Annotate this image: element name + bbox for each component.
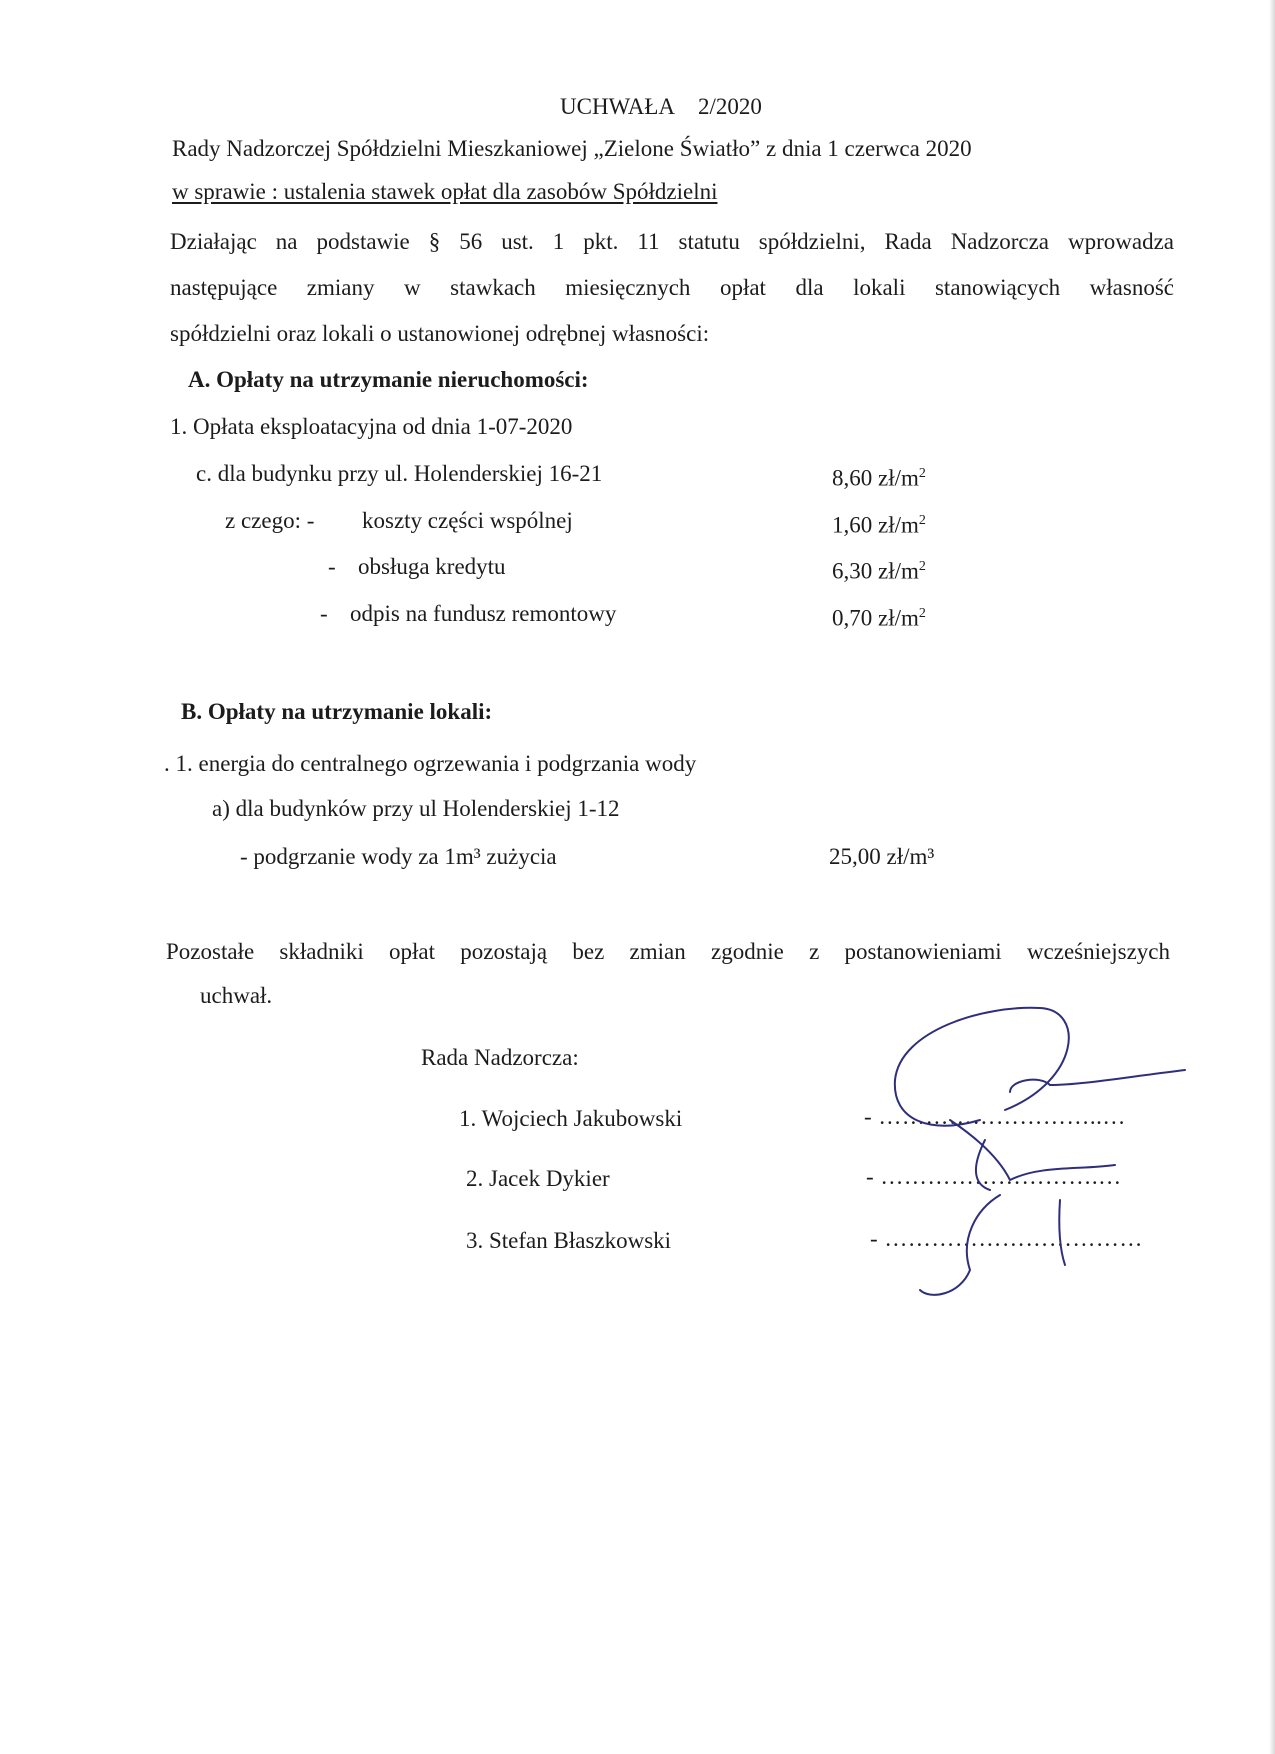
breakdown-rate-1-value: 1,60 zł/m <box>832 512 919 538</box>
title-word: UCHWAŁA <box>560 94 675 119</box>
signature-line-3: - …………………………… <box>870 1226 1143 1251</box>
breakdown-prefix: z czego: - <box>225 508 315 533</box>
closing-line-1: Pozostałe składniki opłat pozostają bez zmian zgodnie z postanowieniami wcześniejszych <box>166 939 1170 964</box>
breakdown-rate-3-value: 0,70 zł/m <box>832 605 919 631</box>
intro-line-2: następujące zmiany w stawkach miesięcznych opłat dla lokali stanowiących własność <box>170 275 1174 300</box>
signature-3-tail <box>1059 1200 1065 1265</box>
breakdown-rate-2-value: 6,30 zł/m <box>832 558 919 584</box>
breakdown-label-2: obsługa kredytu <box>358 554 506 579</box>
section-b-heading: B. Opłaty na utrzymanie lokali: <box>181 699 493 724</box>
board-member-2: 2. Jacek Dykier <box>466 1166 610 1191</box>
signature-line-2: - ……………………….… <box>866 1164 1122 1189</box>
breakdown-rate-1-exponent: 2 <box>918 513 926 528</box>
breakdown-rate-3-exponent: 2 <box>918 606 926 621</box>
intro-line-3: spółdzielni oraz lokali o ustanowionej odrębnej własności: <box>170 321 710 346</box>
building-rate-exponent: 2 <box>918 466 926 481</box>
signature-1-loop <box>895 1008 1069 1126</box>
breakdown-rate-2-exponent: 2 <box>918 559 926 574</box>
breakdown-label-1: koszty części wspólnej <box>362 508 573 533</box>
title-number: 2/2020 <box>698 94 762 119</box>
water-heating-rate: 25,00 zł/m³ <box>829 844 935 869</box>
signature-2-tail <box>976 1140 990 1190</box>
breakdown-label-3: odpis na fundusz remontowy <box>350 601 617 626</box>
board-heading: Rada Nadzorcza: <box>421 1045 579 1070</box>
building-label: c. dla budynku przy ul. Holenderskiej 16-21 <box>196 461 603 486</box>
board-member-3: 3. Stefan Błaszkowski <box>466 1228 672 1253</box>
section-a-item-1: 1. Opłata eksploatacyjna od dnia 1-07-2020 <box>170 414 573 439</box>
board-member-1: 1. Wojciech Jakubowski <box>459 1106 683 1131</box>
building-rate-value: 8,60 zł/m <box>832 465 919 491</box>
signature-3-stroke <box>920 1195 1000 1295</box>
section-b-sub-a: a) dla budynków przy ul Holenderskiej 1-12 <box>212 796 620 821</box>
water-heating-label: - podgrzanie wody za 1m³ zużycia <box>240 844 557 869</box>
resolution-subject: w sprawie : ustalenia stawek opłat dla zasobów Spółdzielni <box>172 179 718 204</box>
resolution-subtitle: Rady Nadzorczej Spółdzielni Mieszkaniowej „Zielone Światło” z dnia 1 czerwca 2020 <box>172 136 972 161</box>
scan-edge-shadow <box>1269 0 1275 1754</box>
section-a-heading: A. Opłaty na utrzymanie nieruchomości: <box>188 367 589 392</box>
signature-1-stroke <box>1010 1070 1185 1092</box>
signature-2-stroke <box>950 1120 1115 1180</box>
breakdown-dash-2: - <box>328 554 336 579</box>
breakdown-dash-3: - <box>320 601 328 626</box>
intro-line-1: Działając na podstawie § 56 ust. 1 pkt. 11 statutu spółdzielni, Rada Nadzorcza wprowadza <box>170 229 1174 254</box>
closing-line-2: uchwał. <box>200 983 273 1008</box>
signature-line-1: - ………………………..… <box>864 1104 1126 1129</box>
section-b-item-1: . 1. energia do centralnego ogrzewania i podgrzania wody <box>164 751 697 776</box>
